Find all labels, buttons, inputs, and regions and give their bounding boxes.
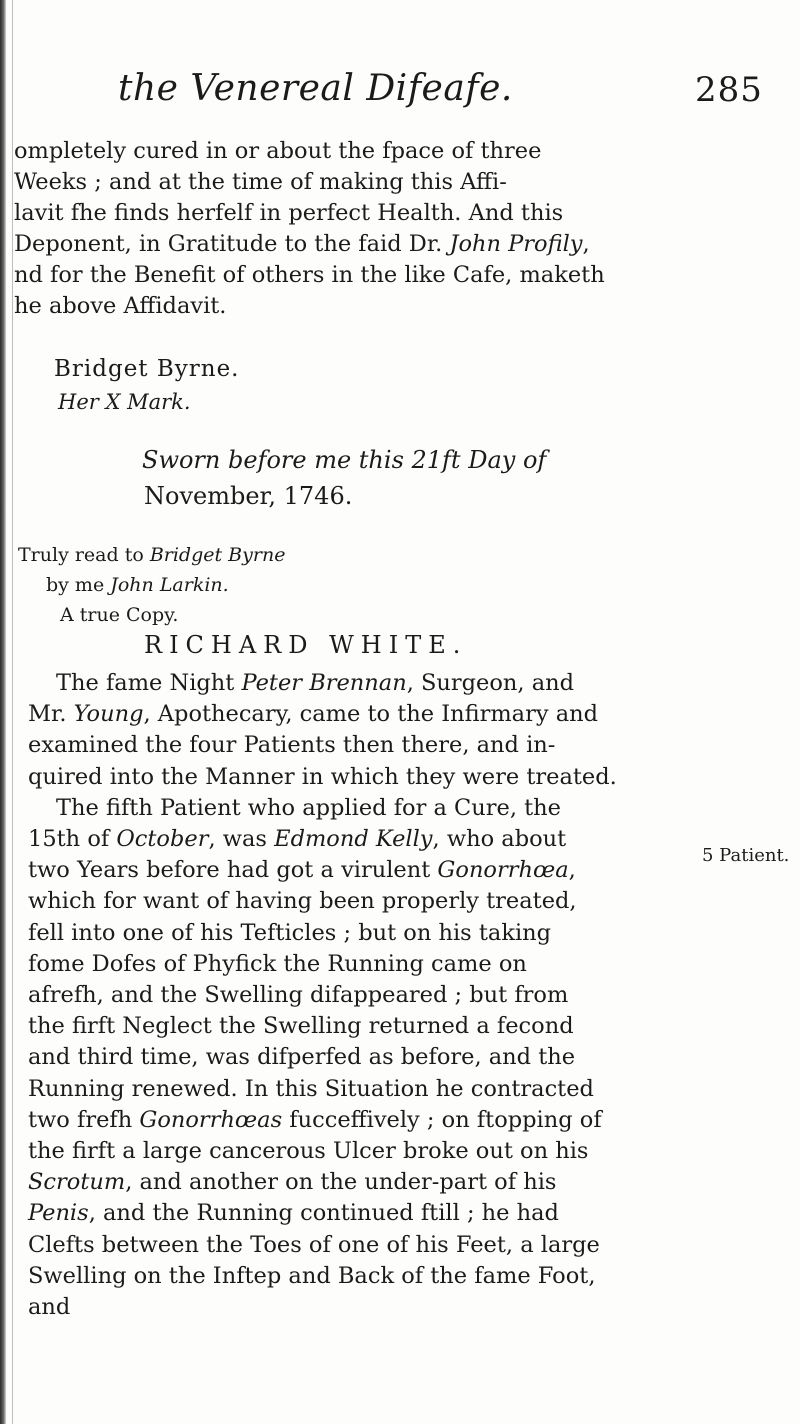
text-line: [28, 1074, 678, 1105]
attestation-block: [18, 540, 467, 660]
text-line: [28, 1136, 678, 1167]
text-run: fome Dofes of Phyfick the Running came on: [28, 950, 527, 977]
text-line: [28, 793, 678, 824]
italic-name: Bridget Byrne: [149, 544, 286, 566]
italic-term: Scrotum: [28, 1169, 126, 1196]
italic-term: Penis: [28, 1200, 89, 1227]
italic-term: Gonorrhœa: [437, 857, 569, 884]
text-line: Weeks ; and at the time of making this Affi-: [14, 169, 507, 195]
text-line: he above Affidavit.: [14, 293, 227, 319]
text-line: [14, 229, 654, 260]
text-run: the firft Neglect the Swelling returned a fecond: [28, 1013, 574, 1040]
text-line: [28, 980, 678, 1011]
text-run: The fame Night: [56, 670, 242, 696]
text-run: Swelling on the Inftep and Back of the fame Foot,: [28, 1262, 596, 1289]
text-run: quired into the Manner in which they were treated.: [28, 763, 617, 790]
text-run: examined the four Patients then there, and in-: [28, 732, 556, 759]
text-run: two Years before had got a virulent: [28, 857, 438, 884]
page-number: 285: [695, 70, 763, 110]
text-line: [28, 855, 678, 886]
text-run: ,: [568, 857, 576, 884]
attestation-line-3: A true Copy.: [60, 604, 179, 626]
text-run: , Surgeon, and: [406, 670, 575, 696]
text-run: , was: [208, 826, 275, 853]
italic-term: Gonorrhœas: [139, 1106, 283, 1133]
text-line: [28, 1011, 678, 1042]
text-run: Clefts between the Toes of one of his Feet, a large: [28, 1231, 600, 1258]
text-run: and: [28, 1294, 71, 1321]
signature-mark: Her X Mark.: [58, 390, 191, 414]
text-run: which for want of having been properly treated,: [28, 888, 577, 915]
italic-name: John Profily: [449, 231, 583, 257]
text-run: the firft a large cancerous Ulcer broke out on his: [28, 1138, 589, 1165]
text-line: [28, 1167, 678, 1198]
text-line: [28, 762, 678, 793]
text-line: [28, 949, 678, 980]
text-run: Running renewed. In this Situation he contracted: [28, 1075, 594, 1102]
signature-name: Bridget Byrne.: [54, 356, 240, 382]
text-run: Mr.: [28, 701, 74, 728]
running-head-title: the Venereal Difeafe.: [118, 68, 513, 109]
text-line: lavit fhe finds herfelf in perfect Health. And this: [14, 200, 564, 226]
text-run: ,: [582, 231, 590, 257]
sworn-line-2: November, 1746.: [144, 482, 353, 510]
italic-term: Peter Brennan: [241, 670, 407, 696]
text-line: [28, 824, 678, 855]
text-run: afrefh, and the Swelling difappeared ; but from: [28, 982, 569, 1009]
text-line: [28, 918, 678, 949]
page-edge-line: [12, 0, 13, 1424]
case-paragraph: [28, 668, 678, 1323]
page-gutter-shadow: [0, 0, 6, 1424]
text-line: nd for the Benefit of others in the like Cafe, maketh: [14, 262, 605, 288]
text-line: ompletely cured in or about the fpace of three: [14, 138, 542, 164]
italic-term: Edmond Kelly: [274, 826, 433, 853]
italic-term: Young: [73, 701, 144, 728]
text-line: [28, 1198, 678, 1229]
text-run: two frefh: [28, 1106, 140, 1133]
text-line: [28, 730, 678, 761]
text-run: , and the Running continued ftill ; he had: [88, 1200, 559, 1227]
text-run: and third time, was difperfed as before, and the: [28, 1044, 576, 1071]
text-run: by me: [46, 574, 111, 596]
text-line: [28, 668, 678, 699]
sworn-statement: [142, 442, 546, 514]
text-run: , who about: [432, 826, 567, 853]
text-line: [28, 1292, 678, 1323]
text-run: fell into one of his Tefticles ; but on his taking: [28, 919, 552, 946]
text-run: The fifth Patient who applied for a Cure, the: [56, 794, 561, 821]
text-run: 15th of: [28, 826, 117, 853]
text-run: Truly read to: [18, 544, 150, 566]
text-line: [28, 1230, 678, 1261]
text-line: [28, 1105, 678, 1136]
text-line: [28, 1261, 678, 1292]
text-run: , and another on the under-part of his: [125, 1169, 557, 1196]
margin-note: 5 Patient.: [702, 845, 790, 866]
text-line: [28, 699, 678, 730]
affidavit-paragraph: [14, 136, 654, 322]
text-run: fucceffively ; on ftopping of: [282, 1106, 602, 1133]
text-line: [28, 886, 678, 917]
attestation-line-2: [18, 570, 467, 600]
attestation-line-1: [18, 540, 467, 570]
italic-term: October: [116, 826, 209, 853]
text-run: , Apothecary, came to the Infirmary and: [143, 701, 599, 728]
text-line: [28, 1042, 678, 1073]
italic-name: John Larkin.: [110, 574, 229, 596]
attestation-signer: RICHARD WHITE.: [144, 631, 468, 659]
sworn-line-1: Sworn before me this 21ft Day of: [142, 446, 547, 474]
text-run: Deponent, in Gratitude to the faid Dr.: [14, 231, 450, 257]
